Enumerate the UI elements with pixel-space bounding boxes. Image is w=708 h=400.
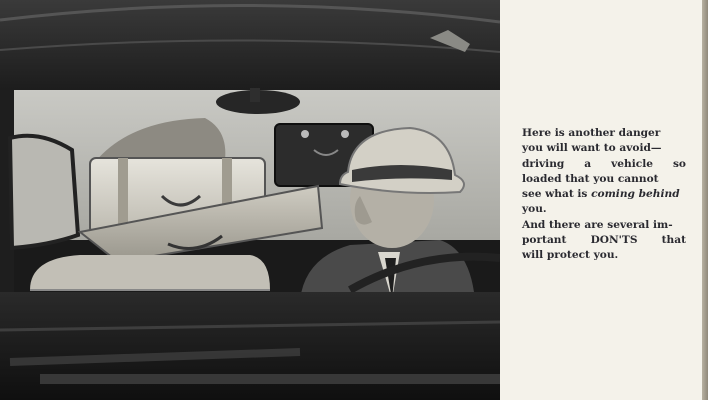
caption-text — [522, 126, 686, 264]
caption-line-1: Here is another danger — [522, 127, 661, 139]
caption-line-6: you. — [522, 203, 547, 216]
front-seat — [30, 255, 270, 290]
caption-line-2: you will want to avoid— — [522, 142, 662, 155]
caption-line-5-text: see what is — [522, 188, 592, 201]
caption-line-8: portant DON'TS that — [522, 234, 686, 247]
left-side-window — [10, 136, 78, 248]
page-edge — [702, 0, 708, 400]
caption-line-7: And there are several im- — [522, 218, 673, 231]
caption-line-3: driving a vehicle so — [522, 157, 686, 170]
caption-line-5 — [522, 187, 686, 202]
caption-emphasis: coming behind — [591, 188, 680, 201]
caption-line-9: will protect you. — [522, 249, 619, 262]
caption-line-4: loaded that you cannot — [522, 172, 659, 185]
